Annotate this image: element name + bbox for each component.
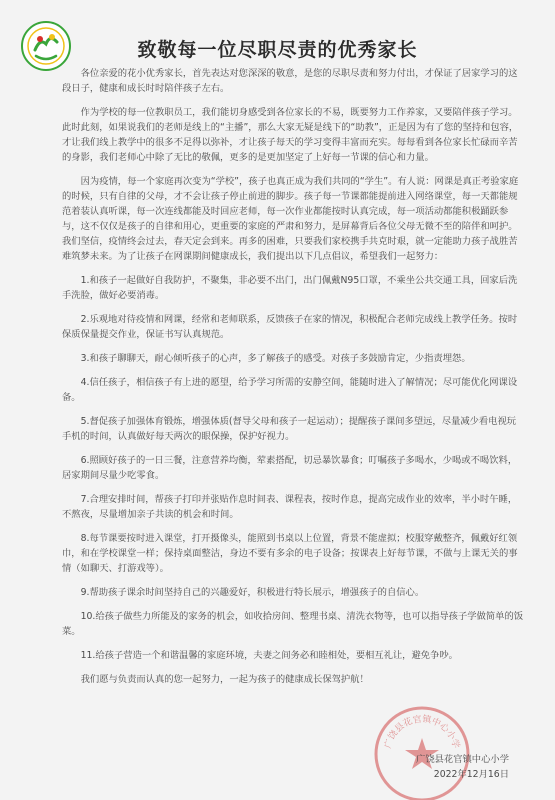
signature-date: 2022年12月16日 (433, 769, 509, 780)
letter-body (62, 66, 525, 696)
proposal-item: 10.给孩子做些力所能及的家务的机会，如收拾房间、整理书桌、清洗衣物等，也可以指导孩子学做简单的饭菜。 (62, 611, 524, 637)
signature-school: 广饶县花官镇中心小学 (416, 754, 509, 765)
signature-block (416, 752, 509, 782)
greeting-paragraph: 各位亲爱的花小优秀家长，首先表达对您深深的敬意，是您的尽职尽责和努力付出，才保证了居家学习的这段日子，健康和成长时时陪伴孩子左右。 (62, 68, 518, 94)
closing-paragraph: 我们愿与负责而认真的您一起努力，一起为孩子的健康成长保驾护航！ (80, 674, 369, 685)
epidemic-paragraph: 因为疫情，每一个家庭再次变为“学校”，孩子也真正成为我们共同的“学生”。有人说：网课是真正考验家庭的时候，只有自律的父母，才不会让孩子停止前进的脚步。孩子每一节课都能提前进入网络课堂，每一天都能规范着装认真听课，每一次连线都能及时回应老师，每一次作业都能按时认真完成，每一项活动都能积极踊跃参与，这不仅仅是孩子的自律和用心，更重要的家庭的严肃和努力，是屏幕背后各位父母无微不至的陪伴和呵护。我们坚信，疫情终会过去，春天定会到来。再多的困难，只要我们家校携手共克时艰，就一定能助力孩子战胜苦难筑梦未来。为了让孩子在网课期间健康成长，我们提出以下几点倡议，希望我们一起努力： (62, 176, 519, 262)
proposal-item: 8.每节课要按时进入课堂，打开摄像头，能照到书桌以上位置，背景不能虚拟；校服穿戴整齐，佩戴好红领巾，和在学校课堂一样；保持桌面整洁，身边不要有多余的电子设备；按课表上好每节课，不做与上课无关的事情（如聊天、打游戏等）。 (62, 533, 518, 574)
proposal-item: 3.和孩子聊聊天，耐心倾听孩子的心声，多了解孩子的感受。对孩子多鼓励肯定，少指责埋怨。 (80, 353, 471, 364)
svg-text:广饶县花官镇中心小学: 广饶县花官镇中心小学 (383, 714, 461, 750)
teacher-paragraph: 作为学校的每一位教职员工，我们能切身感受到各位家长的不易，既要努力工作养家，又要陪伴孩子学习。此时此刻，如果说我们的老师是线上的“主播”，那么大家无疑是线下的“助教”，正是因为有了您的坚持和包容，才让我们线上教学中的很多不足得以弥补，才让孩子每天的学习变得丰富而充实。每每看到各位家长忙碌而辛苦的身影，我们老师心中除了无比的敬佩，更多的是更加坚定了上好每一节课的信心和力量。 (62, 107, 519, 163)
proposal-item: 1.和孩子一起做好自我防护，不聚集，非必要不出门，出门佩戴N95口罩，不乘坐公共交通工具，回家后洗手洗脸，做好必要消毒。 (62, 275, 518, 301)
proposal-item: 5.督促孩子加强体育锻炼，增强体质(督导父母和孩子一起运动）；提醒孩子课间多望远，尽量减少看电视玩手机的时间，认真做好每天两次的眼保操，保护好视力。 (62, 416, 517, 442)
proposal-item: 9.帮助孩子课余时间坚持自己的兴趣爱好，积极进行特长展示，增强孩子的自信心。 (80, 587, 425, 598)
proposal-item: 2.乐观地对待疫情和网课，经常和老师联系，反馈孩子在家的情况，积极配合老师完成线上教学任务。按时保质保量提交作业，保证书写认真规范。 (62, 314, 518, 340)
proposal-item: 7.合理安排时间，帮孩子打印并张贴作息时间表、课程表，按时作息，提高完成作业的效率，半小时午睡，不熬夜，尽量增加亲子共读的机会和时间。 (62, 494, 518, 520)
page-title: 致敬每一位尽职尽责的优秀家长 (137, 39, 418, 61)
proposal-item: 6.照顾好孩子的一日三餐，注意营养均衡，荤素搭配，切忌暴饮暴食；叮嘱孩子多喝水，少喝或不喝饮料，居家期间尽量少吃零食。 (62, 455, 518, 481)
proposal-item: 11.给孩子营造一个和谐温馨的家庭环境，夫妻之间务必和睦相处，要相互礼让，避免争吵。 (80, 650, 458, 661)
proposal-item: 4.信任孩子，相信孩子有上进的愿望，给予学习所需的安静空间，能随时进入了解情况；尽可能优化网课设备。 (62, 377, 518, 403)
